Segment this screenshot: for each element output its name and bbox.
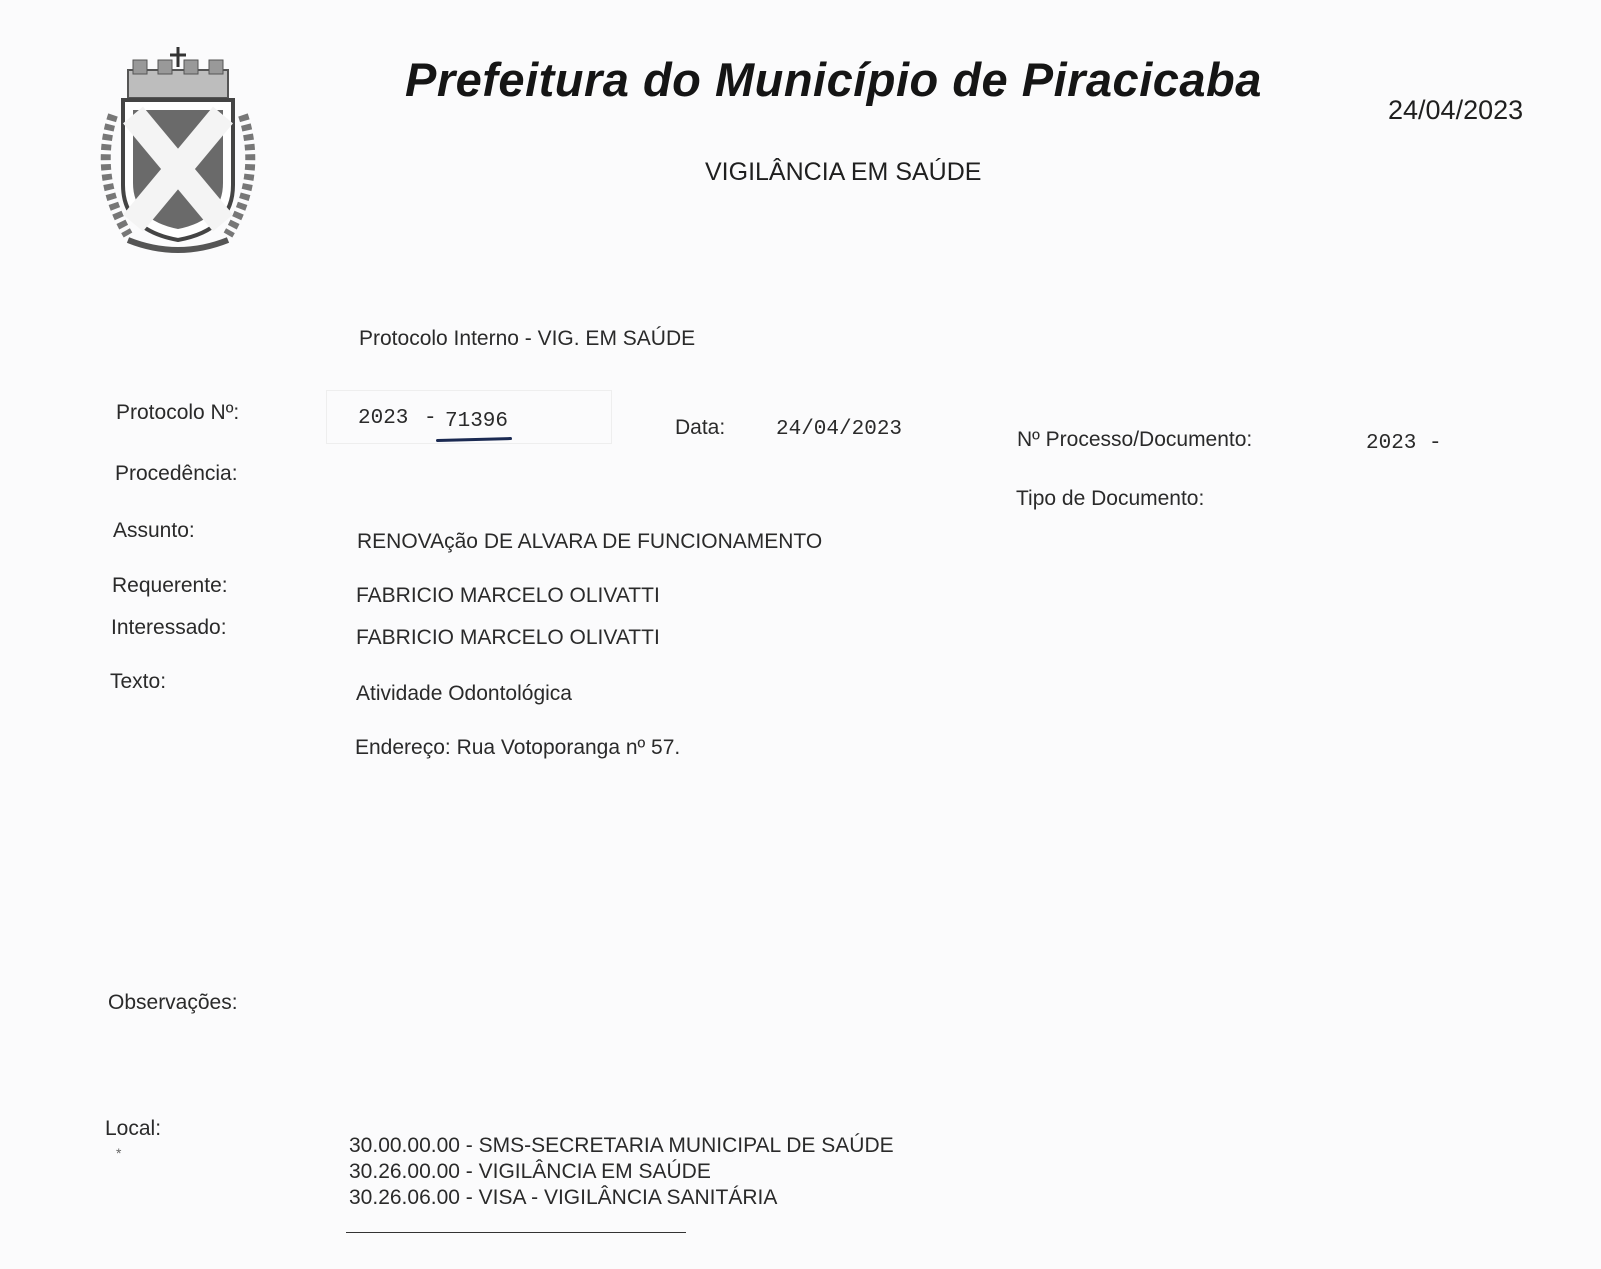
- protocolo-separator: -: [424, 407, 437, 430]
- processo-label: Nº Processo/Documento:: [1017, 428, 1253, 451]
- assunto-value: RENOVAção DE ALVARA DE FUNCIONAMENTO: [357, 530, 823, 553]
- requerente-label: Requerente:: [112, 574, 228, 597]
- interessado-label: Interessado:: [111, 616, 227, 639]
- tipo-documento-label: Tipo de Documento:: [1016, 487, 1205, 510]
- texto-line-1: Atividade Odontológica: [356, 682, 572, 705]
- texto-line-2: Endereço: Rua Votoporanga nº 57.: [355, 736, 681, 759]
- protocolo-number: 71396: [445, 410, 509, 433]
- texto-label: Texto:: [110, 670, 167, 693]
- local-line-2: 30.26.00.00 - VIGILÂNCIA EM SAÚDE: [349, 1160, 711, 1183]
- protocolo-label: Protocolo Nº:: [116, 401, 240, 424]
- page-title: Prefeitura do Município de Piracicaba: [405, 53, 1262, 106]
- bottom-rule: [346, 1232, 686, 1233]
- interessado-value: FABRICIO MARCELO OLIVATTI: [356, 626, 660, 649]
- header-date: 24/04/2023: [1388, 95, 1524, 125]
- local-line-1: 30.00.00.00 - SMS-SECRETARIA MUNICIPAL DE SAÚDE: [349, 1134, 894, 1157]
- observacoes-label: Observações:: [108, 991, 238, 1014]
- local-line-3: 30.26.06.00 - VISA - VIGILÂNCIA SANITÁRIA: [349, 1186, 778, 1209]
- department-name: VIGILÂNCIA EM SAÚDE: [705, 158, 982, 186]
- section-title: Protocolo Interno - VIG. EM SAÚDE: [359, 327, 696, 350]
- requerente-value: FABRICIO MARCELO OLIVATTI: [356, 584, 660, 607]
- data-value: 24/04/2023: [776, 418, 903, 441]
- stray-mark: *: [116, 1145, 122, 1161]
- protocolo-year: 2023: [358, 407, 409, 430]
- assunto-label: Assunto:: [113, 519, 195, 542]
- procedencia-label: Procedência:: [115, 462, 238, 485]
- data-label: Data:: [675, 416, 726, 439]
- coat-of-arms-emblem: [88, 45, 268, 270]
- processo-value: 2023 -: [1366, 432, 1442, 455]
- local-label: Local:: [105, 1117, 162, 1140]
